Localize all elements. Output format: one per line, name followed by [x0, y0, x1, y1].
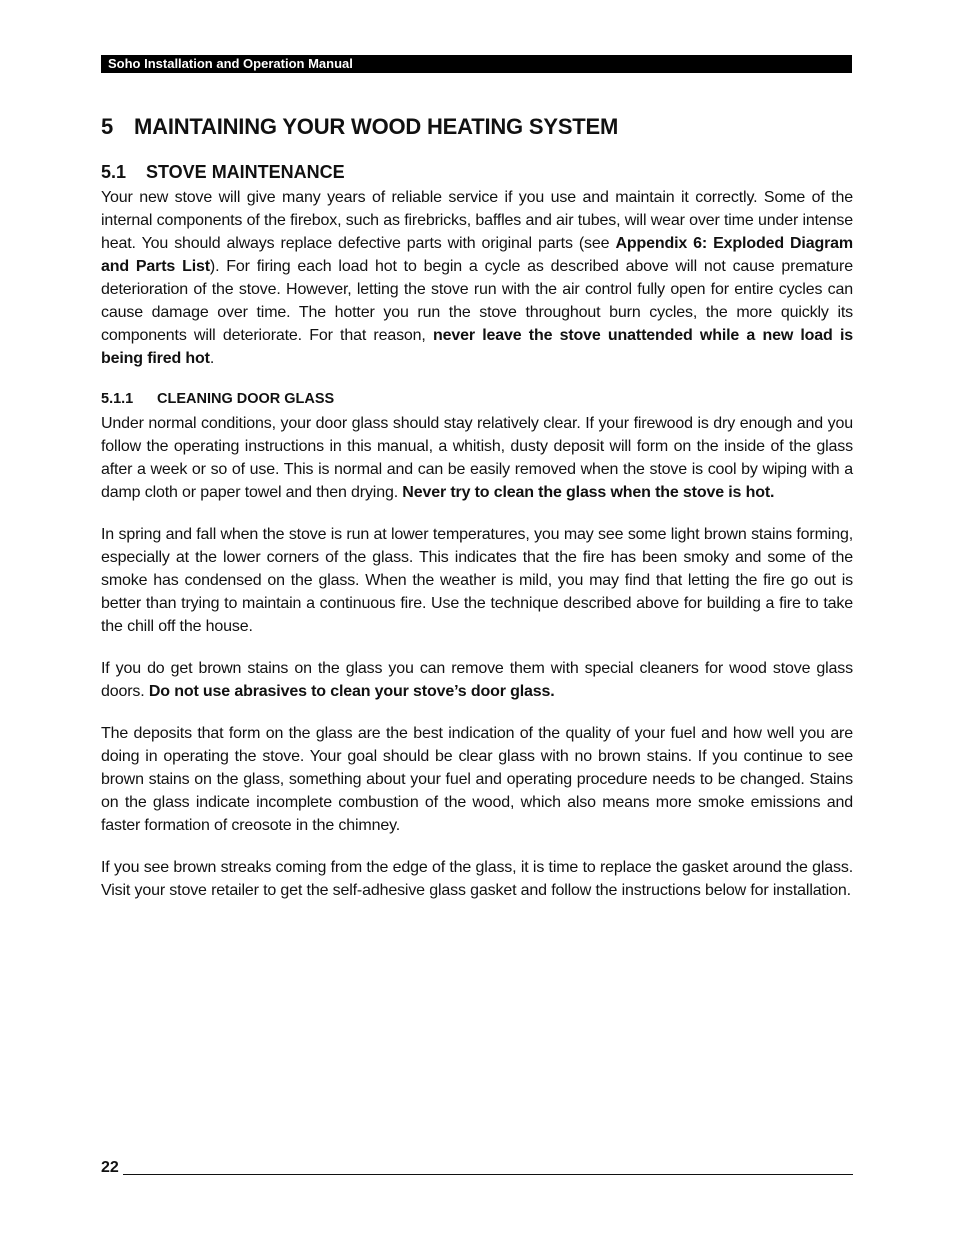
- door-glass-paragraph: [101, 412, 853, 504]
- warning-text: never leave the stove unattended while a new load is being fired hot: [101, 327, 853, 367]
- subsubsection-title: CLEANING DOOR GLASS: [157, 391, 335, 407]
- subsection-title: STOVE MAINTENANCE: [146, 162, 345, 182]
- page-footer: [101, 1156, 853, 1180]
- page-content: [101, 109, 853, 902]
- warning-text: Never try to clean the glass when the stove is hot.: [402, 484, 775, 501]
- running-header: [101, 55, 852, 73]
- subsubsection-number: 5.1.1: [101, 391, 134, 407]
- deposits-paragraph: The deposits that form on the glass are the best indication of the quality of your fuel and how well you are doing in operating the stove. Your goal should be clear glass with no brown stains. If you continue to see brown stains on the glass, something about your fuel and operating procedure needs to be changed. Stains on the glass indicate incomplete combustion of the wood, which also means more smoke emissions and faster formation of creosote in the chimney.: [101, 725, 853, 834]
- footer-rule: [123, 1174, 853, 1175]
- text-run: Under normal conditions, your door glass should stay relatively clear. If your firewood is dry enough and you follow the operating instructions in this manual, a whitish, dusty deposit will form on the inside of the glass after a week or so of use. This is normal and can be easily removed when the stove is cool by wiping with a damp cloth or paper towel and then drying.: [101, 415, 853, 501]
- stove-maintenance-paragraph: [101, 186, 853, 370]
- section-title: MAINTAINING YOUR WOOD HEATING SYSTEM: [134, 114, 619, 139]
- section-heading: [101, 109, 853, 145]
- page-number: 22: [101, 1159, 119, 1176]
- text-run: Your new stove will give many years of reliable service if you use and maintain it correctly. Some of the internal components of the firebox, such as firebricks, baffles and air tubes, will wear over time under intense heat. You should always replace defective parts with original parts (see: [101, 189, 853, 252]
- brown-stains-paragraph: In spring and fall when the stove is run at lower temperatures, you may see some light brown stains forming, especially at the lower corners of the glass. This indicates that the fire has been smoky and some of the smoke has condensed on the glass. When the weather is mild, you may find that letting the fire go out is better than trying to maintain a continuous fire. Use the technique described above for building a fire to take the chill off the house.: [101, 526, 853, 635]
- subsection-heading: [101, 158, 853, 186]
- text-run: If you do get brown stains on the glass you can remove them with special cleaners for wood stove glass doors.: [101, 660, 853, 700]
- appendix-reference: Appendix 6: Exploded Diagram and Parts List: [101, 235, 853, 275]
- subsection-number: 5.1: [101, 162, 127, 182]
- manual-title: Soho Installation and Operation Manual: [108, 56, 353, 71]
- cleaners-paragraph: [101, 657, 853, 703]
- gasket-paragraph: If you see brown streaks coming from the edge of the glass, it is time to replace the gasket around the glass. Visit your stove retailer to get the self-adhesive glass gasket and follow the instructions below for installation.: [101, 859, 853, 899]
- section-number: 5: [101, 114, 114, 139]
- text-run: ). For firing each load hot to begin a cycle as described above will not cause premature deterioration of the stove. However, letting the stove run with the air control fully open for entire cycles can cause damage over time. The hotter you run the stove throughout burn cycles, the more quickly its components will deteriorate. For that reason,: [101, 258, 853, 344]
- subsubsection-heading: [101, 386, 853, 412]
- text-run: .: [209, 350, 215, 367]
- warning-text: Do not use abrasives to clean your stove’s door glass.: [148, 683, 555, 700]
